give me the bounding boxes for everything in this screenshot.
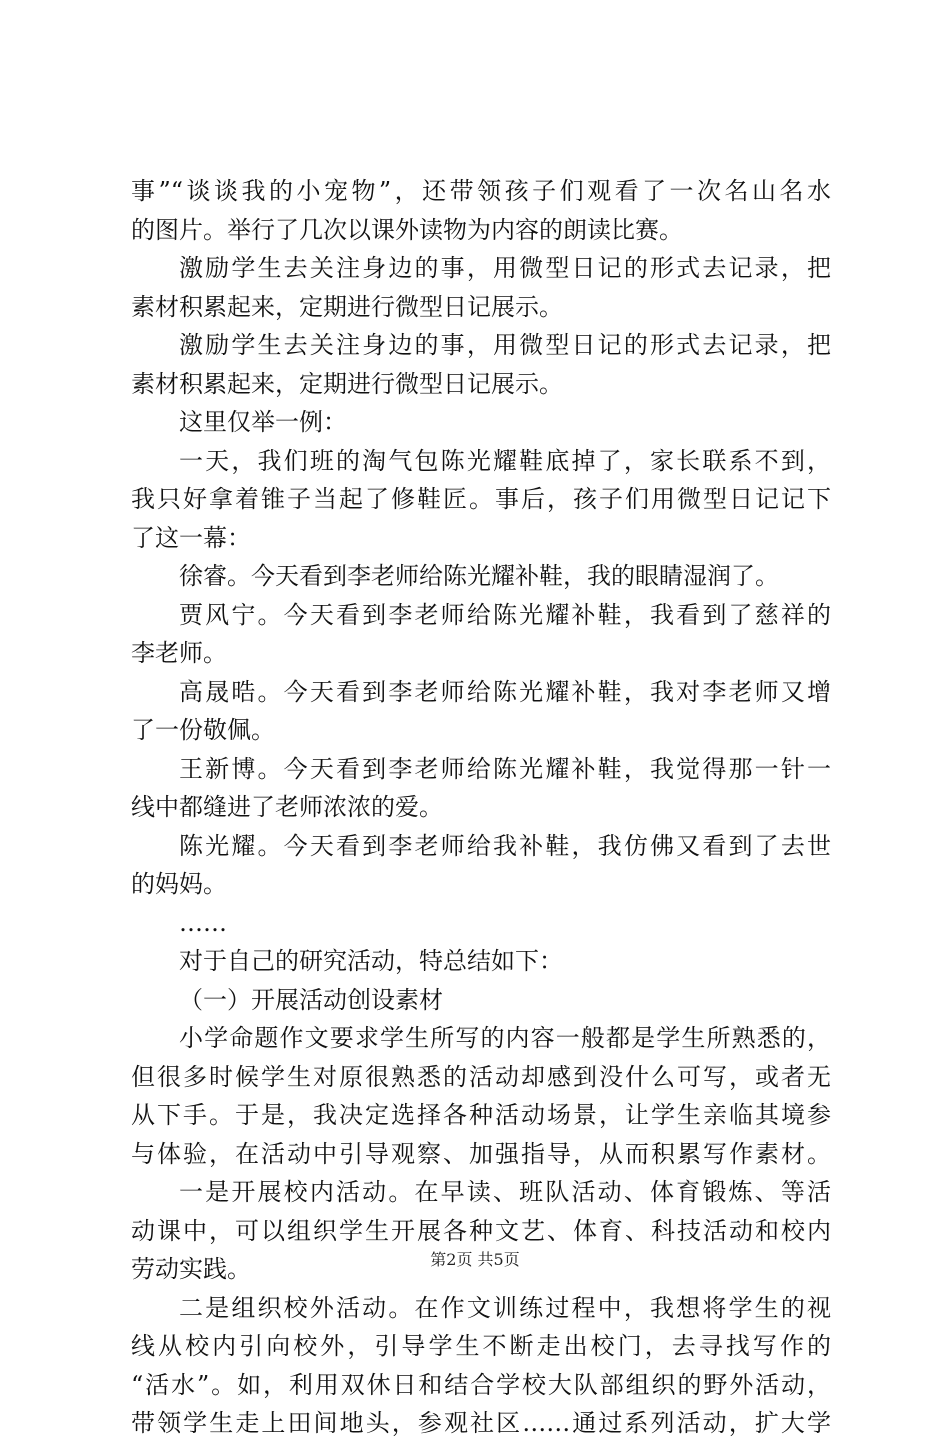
text-line: 李老师。 bbox=[131, 639, 227, 667]
text-line: …… bbox=[179, 908, 227, 937]
text-line: 激励学生去关注身边的事，用微型日记的形式去记录，把 bbox=[179, 254, 831, 282]
text-line: “活水”。如，利用双休日和结合学校大队部组织的野外活动， bbox=[131, 1370, 831, 1399]
text-line: 素材积累起来，定期进行微型日记展示。 bbox=[131, 292, 563, 321]
text-line: （一）开展活动创设素材 bbox=[179, 985, 443, 1014]
text-line: 素材积累起来，定期进行微型日记展示。 bbox=[131, 369, 563, 398]
text-line: 事”“谈谈我的小宠物”，还带领孩子们观看了一次名山名水 bbox=[131, 177, 831, 205]
text-line: 一是开展校内活动。在早读、班队活动、体育锻炼、等活 bbox=[179, 1178, 831, 1206]
text-line: 带领学生走上田间地头，参观社区……通过系列活动，扩大学 bbox=[131, 1409, 831, 1437]
text-line: 劳动实践。 bbox=[131, 1255, 251, 1283]
text-line: 的图片。举行了几次以课外读物为内容的朗读比赛。 bbox=[131, 215, 683, 244]
text-line: 这里仅举一例： bbox=[179, 408, 347, 436]
text-line: 贾风宁。今天看到李老师给陈光耀补鞋，我看到了慈祥的 bbox=[179, 600, 831, 629]
text-line: 动课中，可以组织学生开展各种文艺、体育、科技活动和校内 bbox=[131, 1216, 831, 1245]
text-line: 徐睿。今天看到李老师给陈光耀补鞋，我的眼睛湿润了。 bbox=[179, 562, 779, 590]
text-line: 一天，我们班的淘气包陈光耀鞋底掉了，家长联系不到， bbox=[179, 446, 831, 475]
text-line: 二是组织校外活动。在作文训练过程中，我想将学生的视 bbox=[179, 1293, 831, 1322]
text-line: 与体验，在活动中引导观察、加强指导，从而积累写作素材。 bbox=[131, 1139, 831, 1168]
text-line: 王新博。今天看到李老师给陈光耀补鞋，我觉得那一针一 bbox=[179, 754, 831, 783]
text-line: 我只好拿着锥子当起了修鞋匠。事后，孩子们用微型日记记下 bbox=[131, 485, 831, 513]
text-line: 线从校内引向校外，引导学生不断走出校门，去寻找写作的 bbox=[131, 1332, 831, 1360]
text-line: 从下手。于是，我决定选择各种活动场景，让学生亲临其境参 bbox=[131, 1101, 831, 1129]
text-line: 了这一幕： bbox=[131, 523, 251, 552]
text-line: 陈光耀。今天看到李老师给我补鞋，我仿佛又看到了去世 bbox=[179, 831, 831, 860]
page-number-footer: 第2页 共5页 bbox=[430, 1250, 520, 1269]
text-line: 但很多时候学生对原很熟悉的活动却感到没什么可写，或者无 bbox=[131, 1062, 831, 1091]
text-line: 线中都缝进了老师浓浓的爱。 bbox=[131, 793, 443, 821]
text-line: 小学命题作文要求学生所写的内容一般都是学生所熟悉的， bbox=[179, 1024, 831, 1052]
text-line: 激励学生去关注身边的事，用微型日记的形式去记录，把 bbox=[179, 331, 831, 359]
text-line: 高晟晧。今天看到李老师给陈光耀补鞋，我对李老师又增 bbox=[179, 677, 831, 706]
text-line: 的妈妈。 bbox=[131, 870, 227, 898]
text-line: 了一份敬佩。 bbox=[131, 716, 275, 744]
text-line: 对于自己的研究活动，特总结如下： bbox=[179, 947, 563, 975]
